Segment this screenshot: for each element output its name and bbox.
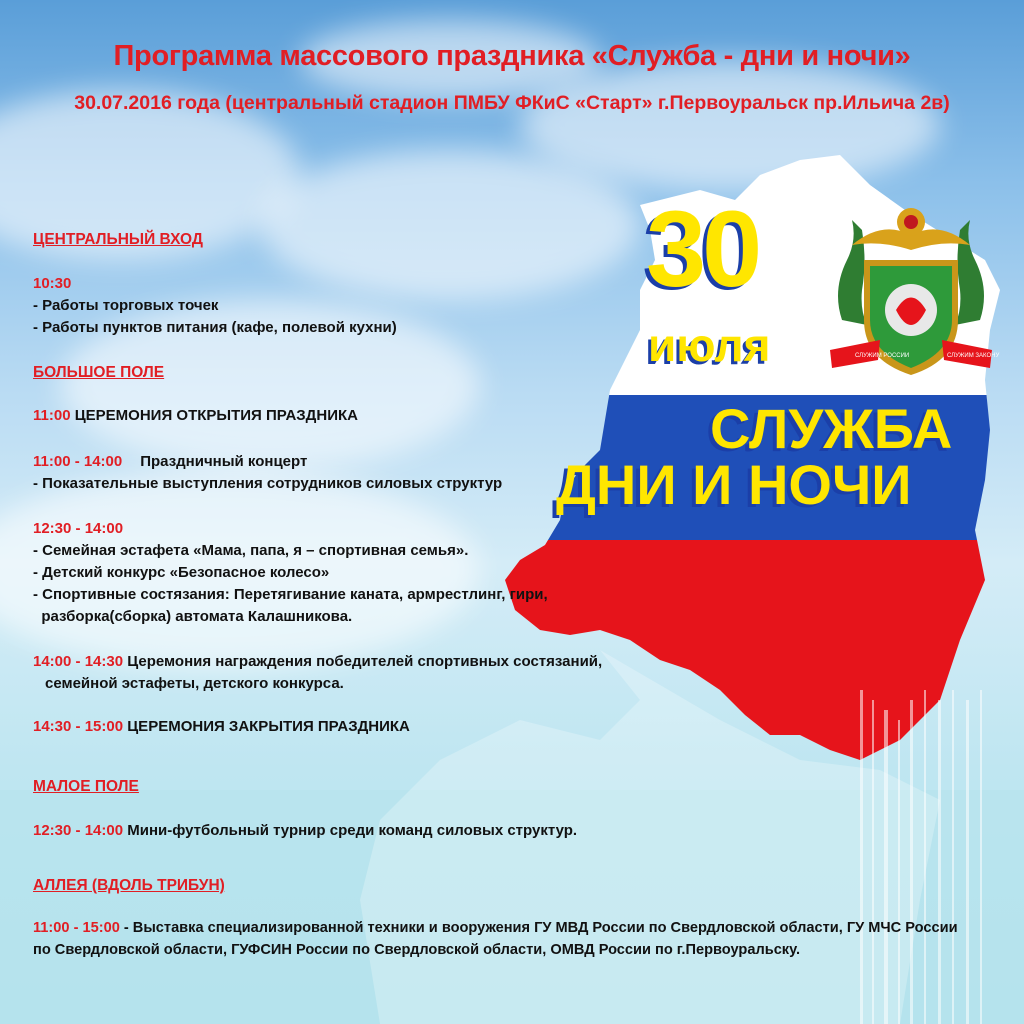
list-item: - Спортивные состязания: Перетягивание каната, армрестлинг, гири, (33, 586, 548, 603)
section-heading-alley: АЛЛЕЯ (ВДОЛЬ ТРИБУН) (33, 877, 225, 894)
schedule-entry (33, 918, 958, 939)
list-item: - Работы пунктов питания (кафе, полевой кухни) (33, 319, 397, 336)
schedule-entry (33, 451, 307, 472)
event-text: Церемония награждения победителей спортивных состязаний, (123, 653, 603, 670)
event-text-continued: по Свердловской области, ГУФСИН России по Свердловской области, ОМВД России по г.Первоуральску. (33, 942, 801, 958)
list-item: - Работы торговых точек (33, 297, 219, 314)
time-label: 14:30 - 15:00 (33, 718, 124, 735)
time-label: 11:00 - 14:00 (33, 453, 123, 470)
time-label: 14:00 - 14:30 (33, 653, 124, 670)
section-heading-small-field: МАЛОЕ ПОЛЕ (33, 778, 139, 795)
list-item: - Семейная эстафета «Мама, папа, я – спортивная семья». (33, 542, 469, 559)
page-title: Программа массового праздника «Служба - дни и ночи» (113, 40, 911, 72)
schedule-entry (33, 518, 123, 539)
event-text: ЦЕРЕМОНИЯ ОТКРЫТИЯ ПРАЗДНИКА (70, 407, 358, 424)
slogan-line-1: СЛУЖБА (710, 397, 953, 460)
central-time (33, 273, 71, 294)
schedule-entry (33, 820, 577, 841)
time-label: 12:30 - 14:00 (33, 822, 124, 839)
schedule-entry (33, 405, 358, 426)
time-label: 10:30 (33, 275, 72, 292)
date-month: июля (648, 319, 771, 371)
event-text: - Выставка специализированной техники и вооружения ГУ МВД России по Свердловской области, ГУ МЧС России (119, 920, 958, 936)
ribbon-left-text: СЛУЖИМ РОССИИ (855, 353, 910, 359)
event-text: ЦЕРЕМОНИЯ ЗАКРЫТИЯ ПРАЗДНИКА (123, 718, 410, 735)
time-label: 11:00 (33, 407, 71, 424)
section-heading-central: ЦЕНТРАЛЬНЫЙ ВХОД (33, 231, 203, 248)
police-emblem-icon (822, 200, 1000, 390)
event-text: Мини-футбольный турнир среди команд силовых структур. (123, 822, 578, 839)
slogan-line-2: ДНИ И НОЧИ (556, 453, 912, 516)
time-label: 12:30 - 14:00 (33, 520, 124, 537)
event-text-continued: семейной эстафеты, детского конкурса. (45, 675, 344, 692)
section-heading-big-field: БОЛЬШОЕ ПОЛЕ (33, 364, 165, 381)
ribbon-right-text: СЛУЖИМ ЗАКОНУ (947, 353, 1000, 359)
list-item: разборка(сборка) автомата Калашникова. (33, 608, 353, 625)
schedule-entry (33, 651, 602, 672)
schedule-entry (33, 716, 410, 737)
list-item: - Детский конкурс «Безопасное колесо» (33, 564, 330, 581)
list-item: - Показательные выступления сотрудников силовых структур (33, 475, 503, 492)
page-subtitle: 30.07.2016 года (центральный стадион ПМБУ ФКиС «Старт» г.Первоуральск пр.Ильича 2в) (74, 92, 950, 114)
event-text: Праздничный концерт (140, 453, 308, 470)
time-label: 11:00 - 15:00 (33, 920, 120, 936)
date-day: 30 (646, 188, 759, 309)
